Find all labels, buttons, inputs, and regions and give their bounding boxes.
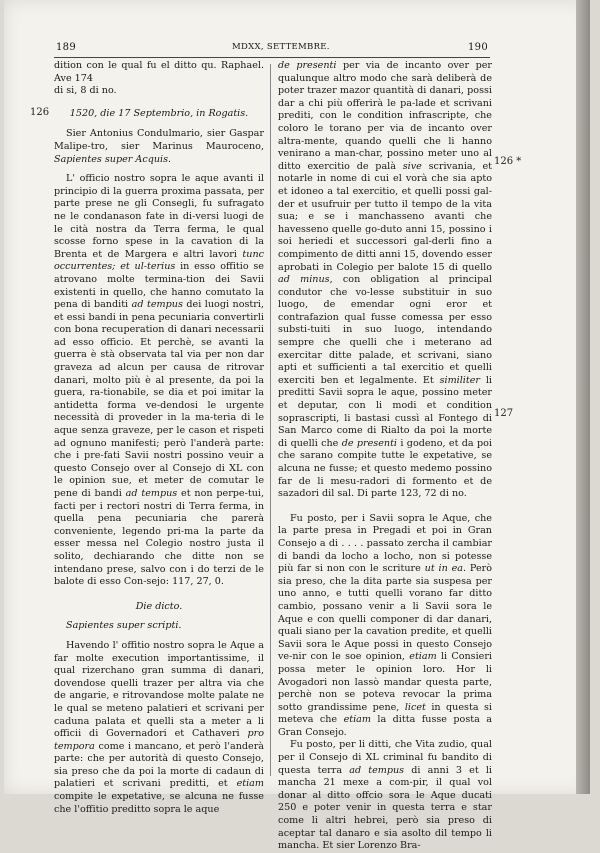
page-number-right: 190 <box>468 42 488 53</box>
page-number-left: 189 <box>56 42 76 53</box>
running-head: MDXX, SETTEMBRE. <box>232 42 330 52</box>
signatories: Sier Antonius Condulmario, sier Gaspar Malipe-tro, sier Marinus Mauroceno, Sapientes super Acquis. <box>54 128 264 165</box>
right-column <box>278 60 492 853</box>
continuation-line: di si, 8 di no. <box>54 85 117 97</box>
date-heading: Die dicto. <box>135 600 183 612</box>
paragraph: de presenti per via de incanto over per qualunque altro modo che sarà deliberà de poter trazer mazor quantità di danari, possi dar a chi più offerirà le pa-lade et scrivani prediti, con le condition infrascripte, che coloro le torano per via de incanto over altra-mente, quando quelli che li hanno venirano a man-char, possino meter uno al ditto exercitio de palà sive scrivania, et notarle in nome di cui el vorà che sia apto et idoneo a tal exercitio, et quelli possi gal-der et usufruir per tutto il tempo de la vita sua; e se i manchasseno avanti che havesseno quelle go-duto anni 15, possino i soi heriedi et successori gal-derli fino a compimento de ditti anni 15, dovendo esser aprobati in Colegio per balote 15 di quello ad minus, con obligation al principal condutor che vo-lesse substituir in suo luogo, de emendar ogni eror et contrafazion qual fusse comessa per esso substi-tuiti in suo luogo, intendando sempre che quelli che i meterano ad exercitar ditte palade, et scrivani, siano apti et sufficienti a tal exercitio et quelli exerciti ben et legalmente. Et similiter li preditti Savii sopra le aque, possino meter et deputar, con li modi et condition soprascripti, li bastasi cussì al Fontego di San Marco come di Rialto da poi la morte di quelli che de presenti i godeno, et da poi che sarano compite tutte le expetative, se alcuna ne fusse; et questo medemo possino far de li mesu-radori di formento et de sazadori dil sal. Di parte 123, 72 di no. <box>278 60 492 500</box>
book-page <box>4 0 590 852</box>
margin-number-right-2: 127 <box>494 408 514 419</box>
paragraph: Fu posto, per li ditti, che Vita zudio, qual per il Consejo di XL criminal fu bandito di questa terra ad tempus di anni 3 et li mancha 21 mexe a com-pir, il qual vol donar al ditto offcio sora le Aque ducati 250 e poter venir in questa terra e star come li altri hebrei, però sia preso di aceptar tal danaro e sia asolto dil tempo li mancha. Et sier Lorenzo Bra- <box>278 739 492 852</box>
paragraph: Fu posto, per i Savii sopra le Aque, che la parte presa in Pregadi et poi in Gran Consejo a di . . . . passato zercha il cambiar di bandi da locho a locho, non si potesse più far si non con le scriture ut in ea. Però sia preso, che la dita parte sia suspesa per uno anno, e tutti quelli vorano far ditto cambio, possano venir a li Savii sora le Aque e con quelli componer di dar danari, quali siano per la cavation predite, et quelli Savii sora le Aque possi in questo Consejo ve-nir con le soe opinion, etiam li Consieri possa meter le opinion loro. Hor li Avogadori non lassò mandar questa parte, perchè non se poteva revocar la prima sotto grandissime pene, licet in questa si meteva che etiam la ditta fusse posta a Gran Consejo. <box>278 512 493 738</box>
page-header <box>56 42 488 56</box>
left-column <box>54 60 264 816</box>
entry-heading: 1520, die 17 Septembrio, in Rogatis. <box>69 107 249 119</box>
paragraph: L' officio nostro sopra le aque avanti il principio di la guerra proxima passata, per parte prese ne gli Consegli, fu sufragato ne le condanason fate in di-versi luogi de le cità nostra da Terra ferma, le qual scosse forno spese in la cavation di la Brenta et de Margera e altri lavori tunc occurrentes; et ul-terius in esso offitio se atrovano molte termina-tion dei Savii existenti in quello, che hanno comutato la pena di banditi ad tempus dei luogi nostri, et essi bandi in pena pecuniaria convertirli con bona recuperation di danari necessarii ad esso officio. Et perchè, se avanti la guerra è stà observata tal via per non dar graveza ad alcun per causa de ritrovar danari, molto più è al presente, da poi la guera, ra-tionabile, se dia et poi imitar la antidetta forma ve-dendosi le urgente necessità di proveder in la ma-teria di le aque senza graveze, per le cason et rispeti ad ognuno manifesti; però l'anderà parte: che i pre-fati Savii nostri possino veuir a questo Consejo over al Consejo di XL con le opinion sue, et meter de comutar le pene di bandi ad tempus et non perpe-tui, facti per i rectori nostri di Terra ferma, in quella pena pecuniaria che parerà conveniente, legendo pri-ma la parte da esser messa nel Colegio nostro justa il solito, dechiarando che ditte non se intendano prese, salvo con i do terzi de le balote di esso Con-sejo: 117, 27, 0. <box>54 173 264 588</box>
sapientes-heading: Sapientes super scripti. <box>66 620 182 632</box>
margin-number-left: 126 <box>30 107 50 118</box>
column-divider <box>270 64 271 776</box>
paragraph: Havendo l' offitio nostro sopra le Aque a far molte execution importantissime, il qual rizerchano gran summa di danari, dovendose quelli trazer per altra via che de angarie, e ritrovandose molte palate ne le qual se meteno palatieri et scrivani per caduna palata et quelli sta a meter a li officii di Governadori et Cathaveri pro tempora come i mancano, et però l'anderà parte: che per autorità di questo Consejo, sia preso che da poi la morte di cadaun di palatieri et scrivani preditti, et etiam compite le expetative, se alcuna ne fusse che l'offitio preditto sopra le aque <box>54 639 264 815</box>
margin-number-right-1: 126 * <box>494 156 522 167</box>
header-rule <box>54 57 490 58</box>
continuation-line: dition con le qual fu el ditto qu. Raphael. Ave 174 <box>54 60 264 84</box>
page-edge <box>576 0 590 794</box>
